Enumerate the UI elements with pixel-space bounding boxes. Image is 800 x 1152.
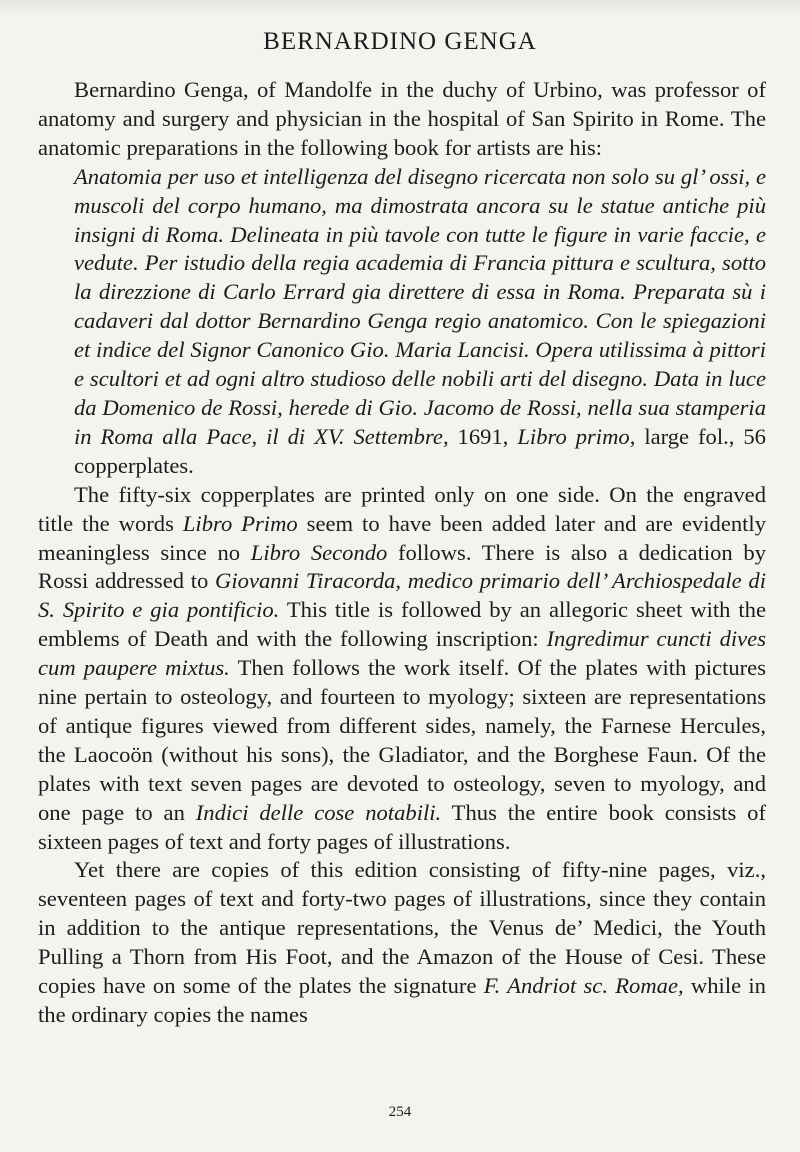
page-body [38,76,766,1030]
text-run: Yet there are copies of this edition consisting of fifty-nine pages, viz., seventeen pages of text and forty-two pages of illustrations, since they contain in addition to the antique representations, the Venus de’ Medici, the Youth Pulling a Thorn from His Foot, and the Amazon of the House of Cesi. These copies have on some of the plates the signature [38,857,766,999]
italic-run: F. Andriot sc. Romae, [483,973,684,999]
book-title-italic: Anatomia per uso et intelligenza del disegno ricercata non solo su gl’ ossi, e muscoli del corpo humano, ma dimostrata ancora su le statue antiche più insigni di Roma. Delineata in più tavole con tutte le figure in varie faccie, e vedute. Per istudio della regia academia di Francia pittura e scultura, sotto la direzzione di Carlo Errard gia direttere di essa in Roma. Preparata sù i cadaveri dal dottor Bernardino Genga regio anatomico. Con le spiegazioni et indice del Signor Canonico Gio. Maria Lancisi. Opera utilissima à pittori e scultori et ad ogni altro studioso delle nobili arti del disegno. Data in luce da Domenico de Rossi, herede di Gio. Jacomo de Rossi, nella sua stamperia in Roma alla Pace, il di XV. Settembre, [74,163,766,449]
page-number: 254 [388,1104,412,1120]
italic-run: Giovanni Tiracorda, medico primario dell’ Archiospedale di S. Spirito e gia pontificio. [38,568,766,623]
paragraph-book-title [38,163,766,481]
book-year: 1691, [448,423,518,449]
text-run: follows. There is also a dedication by Rossi addressed to [38,539,766,594]
paragraph-editions [38,856,766,1029]
bleed-through-shadow [0,0,800,16]
italic-run: Libro Primo [182,510,298,536]
text-run: seem to have been added later and are evidently meaningless since no [38,510,766,565]
italic-run: Indici delle cose notabili. [195,799,442,825]
paragraph-intro: Bernardino Genga, of Mandolfe in the duchy of Urbino, was professor of anatomy and surgery and physician in the hospital of San Spirito in Rome. The anatomic preparations in the following book for artists are his: [38,77,766,160]
libro-primo-italic: Libro primo [517,423,630,449]
text-run: Thus the entire book consists of sixteen pages of text and forty pages of illustrations. [38,799,766,854]
book-format: , large fol., 56 copperplates. [74,423,766,478]
text-run: while in the ordinary copies the names [38,973,766,1027]
text-run: This title is followed by an allegoric sheet with the emblems of Death and with the following inscription: [38,597,766,652]
text-run: Then follows the work itself. Of the plates with pictures nine pertain to osteology, and fourteen to myology; sixteen are representations of antique figures viewed from different sides, namely, the Farnese Hercules, the Laocoön (without his sons), the Gladiator, and the Borghese Faun. Of the plates with text seven pages are devoted to osteology, seven to myology, and one page to an [38,655,766,825]
text-run: The fifty-six copperplates are printed only on one side. On the engraved title the words [38,481,766,536]
page-title: BERNARDINO GENGA [263,28,537,55]
italic-run: Libro Secondo [250,539,388,565]
paragraph-copperplates [38,481,766,857]
italic-run: Ingredimur cuncti dives cum paupere mixtus. [38,626,766,681]
